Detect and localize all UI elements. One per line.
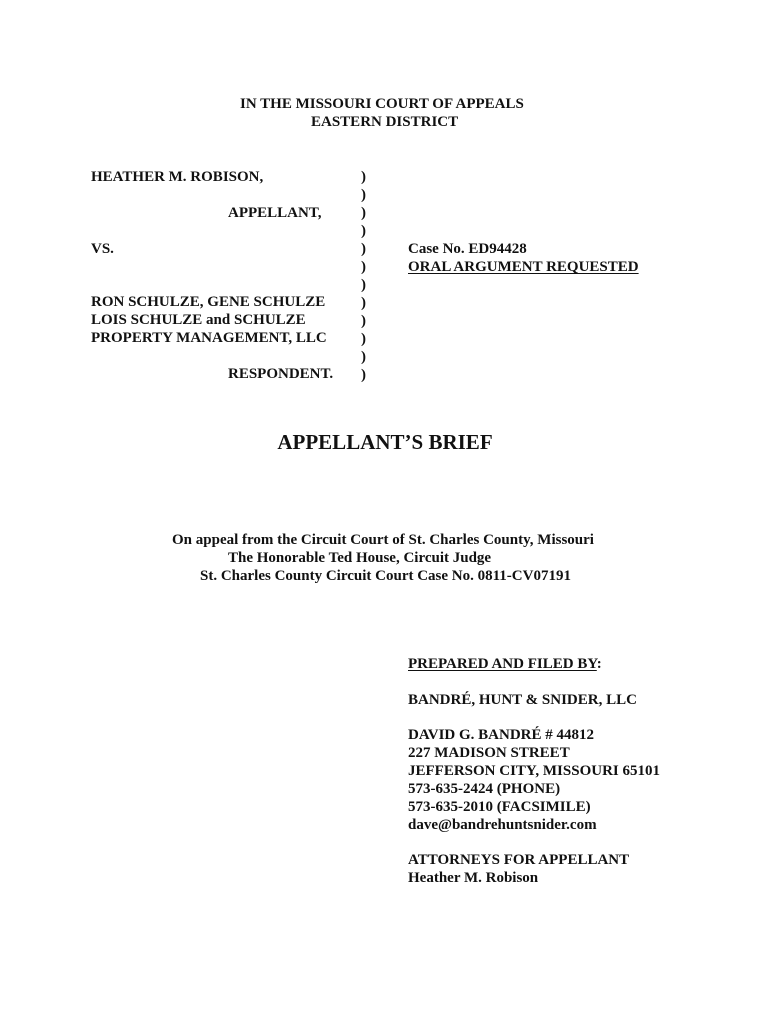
caption-paren: ) [361,277,366,293]
law-firm-name: BANDRÉ, HUNT & SNIDER, LLC [408,692,637,708]
caption-paren: ) [361,259,366,275]
caption-paren: ) [361,367,366,383]
caption-paren: ) [361,349,366,365]
caption-paren: ) [361,241,366,257]
attorney-role: ATTORNEYS FOR APPELLANT [408,852,630,868]
caption-paren: ) [361,223,366,239]
firm-city: JEFFERSON CITY, MISSOURI 65101 [408,763,660,779]
attorney-name: DAVID G. BANDRÉ # 44812 [408,727,594,743]
brief-title: APPELLANT’S BRIEF [277,430,493,454]
caption-paren: ) [361,187,366,203]
respondent-line-3: PROPERTY MANAGEMENT, LLC [91,330,327,346]
filed-by-heading [408,655,602,673]
filed-by-heading-text: PREPARED AND FILED BY [408,656,597,672]
firm-street: 227 MADISON STREET [408,745,570,761]
appellant-name: HEATHER M. ROBISON, [91,169,264,185]
respondent-role: RESPONDENT. [228,366,334,382]
appeal-circuit-case: St. Charles County Circuit Court Case No. 0811-CV07191 [200,568,571,584]
respondent-line-1: RON SCHULZE, GENE SCHULZE [91,294,326,310]
firm-fax: 573-635-2010 (FACSIMILE) [408,799,591,815]
caption-paren: ) [361,313,366,329]
filed-by-heading-colon: : [596,656,602,672]
case-number: Case No. ED94428 [408,241,527,257]
court-district: EASTERN DISTRICT [311,114,459,130]
firm-email: dave@bandrehuntsnider.com [408,817,597,833]
caption-paren: ) [361,205,366,221]
respondent-line-2: LOIS SCHULZE and SCHULZE [91,312,306,328]
caption-paren: ) [361,331,366,347]
client-name: Heather M. Robison [408,870,539,886]
court-name: IN THE MISSOURI COURT OF APPEALS [240,96,524,112]
appellant-role: APPELLANT, [228,205,322,221]
caption-paren: ) [361,295,366,311]
caption-paren: ) [361,169,366,185]
versus-label: VS. [91,241,114,257]
appeal-judge: The Honorable Ted House, Circuit Judge [228,550,492,566]
appeal-origin: On appeal from the Circuit Court of St. Charles County, Missouri [172,532,594,548]
oral-argument-request: ORAL ARGUMENT REQUESTED [408,259,639,275]
firm-phone: 573-635-2424 (PHONE) [408,781,561,797]
